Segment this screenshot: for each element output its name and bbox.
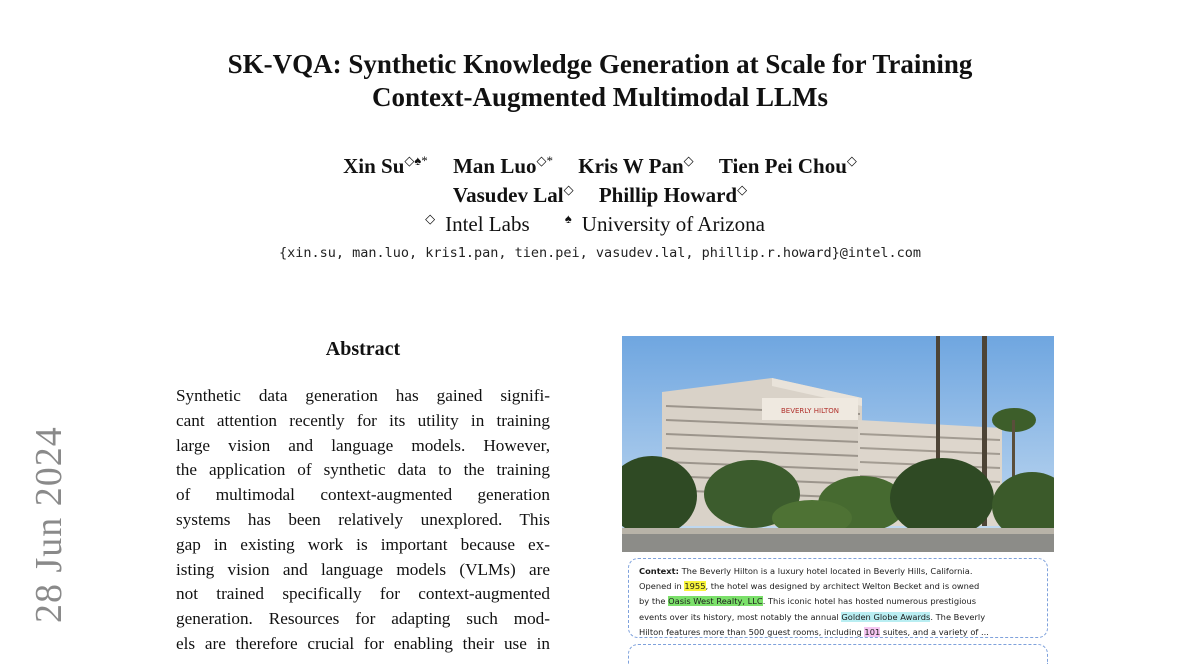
author: Phillip Howard◇: [598, 182, 748, 207]
context-line: Hilton features more than 500 guest rooms, including 101 suites, and a variety of ...: [639, 626, 989, 637]
arxiv-date-stamp: 28 Jun 2024: [28, 426, 70, 623]
highlight-year: 1955: [684, 581, 706, 592]
author-marks: ◇♠*: [404, 153, 428, 168]
abstract-line: the application of synthetic data to the training: [176, 460, 550, 480]
abstract-line: generation. Resources for adapting such mod-: [176, 609, 550, 629]
affiliation: ♠ University of Arizona: [564, 211, 765, 236]
author-line-1: [0, 152, 1200, 181]
abstract-line: cant attention recently for its utility in training: [176, 410, 550, 430]
abstract-line: isting vision and language models (VLMs) are: [176, 559, 550, 579]
author: Xin Su◇♠*: [343, 153, 428, 178]
context-line: Context: The Beverly Hilton is a luxury hotel located in Beverly Hills, California.: [639, 566, 973, 576]
hotel-sign-text: BEVERLY HILTON: [780, 407, 840, 415]
hotel-photo-illustration: [622, 336, 1054, 552]
next-box-edge: [628, 644, 1048, 664]
context-label: Context:: [639, 566, 679, 576]
author: Tien Pei Chou◇: [718, 153, 857, 178]
context-box: [628, 558, 1048, 638]
author: Man Luo◇*: [453, 153, 553, 178]
abstract-line: gap in existing work is important because ex-: [176, 534, 550, 554]
affiliation: ◇ Intel Labs: [425, 211, 530, 236]
author-block: [0, 152, 1200, 239]
hotel-photo: [622, 336, 1054, 552]
highlight-suites: 101: [864, 626, 881, 637]
author-marks: ◇: [846, 153, 857, 168]
paper-title: [0, 48, 1200, 114]
author-marks: ◇: [737, 182, 748, 197]
context-line: by the Oasis West Realty, LLC. This iconic hotel has hosted numerous prestigious: [639, 596, 977, 607]
paper-title-line-1: SK-VQA: Synthetic Knowledge Generation at Scale for Training: [227, 49, 973, 79]
abstract-line: not trained specifically for context-augmented: [176, 584, 550, 604]
affiliation-line: [0, 210, 1200, 239]
author: Vasudev Lal◇: [452, 182, 574, 207]
abstract-body: [176, 384, 550, 657]
highlight-owner: Oasis West Realty, LLC: [668, 596, 763, 607]
abstract-heading: Abstract: [325, 338, 401, 360]
context-line: events over its history, most notably the annual Golden Globe Awards. The Beverly: [639, 611, 986, 622]
highlight-award: Golden Globe Awards: [841, 611, 931, 622]
abstract-line: systems has been relatively unexplored. This: [176, 509, 550, 529]
author-marks: ◇*: [536, 153, 553, 168]
paper-title-line-2: Context-Augmented Multimodal LLMs: [372, 82, 828, 112]
abstract-line: Synthetic data generation has gained signifi-: [176, 386, 550, 405]
context-line: Opened in 1955, the hotel was designed by architect Welton Becket and is owned: [639, 581, 980, 592]
abstract-line: els are therefore crucial for enabling their use in: [176, 633, 550, 653]
author-emails[interactable]: {xin.su, man.luo, kris1.pan, tien.pei, vasudev.lal, phillip.r.howard}@intel.com: [278, 245, 922, 261]
author-marks: ◇: [563, 182, 574, 197]
abstract-line: of multimodal context-augmented generation: [176, 485, 550, 505]
author-marks: ◇: [683, 153, 694, 168]
author: Kris W Pan◇: [578, 153, 694, 178]
figure-1: [622, 336, 1054, 648]
abstract-line: large vision and language models. However,: [176, 435, 550, 455]
author-line-2: [0, 181, 1200, 210]
